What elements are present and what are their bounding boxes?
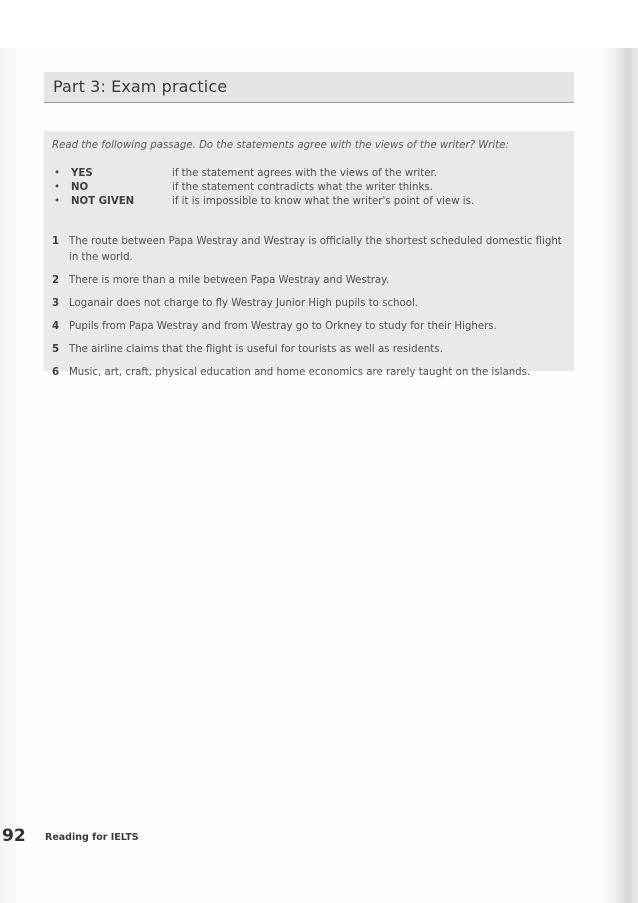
option-term: NOT GIVEN xyxy=(71,196,135,207)
page-number: 92 xyxy=(2,826,26,846)
statement-text: Music, art, craft, physical education and home economics are rarely taught on the islands. xyxy=(69,367,531,378)
statement-item xyxy=(52,234,564,266)
section-title: Part 3: Exam practice xyxy=(53,77,228,96)
statement-item xyxy=(52,342,564,358)
option-meaning: if the statement agrees with the views of the writer. xyxy=(172,168,437,179)
running-title: Reading for IELTS xyxy=(45,832,139,843)
statement-number: 5 xyxy=(52,344,60,355)
bullet-icon: • xyxy=(54,196,61,207)
option-meaning: if the statement contradicts what the writer thinks. xyxy=(172,182,433,193)
bullet-icon: • xyxy=(54,182,61,193)
option-term: YES xyxy=(71,168,93,179)
statement-text: The route between Papa Westray and Westray is officially the shortest scheduled domestic flight in the world. xyxy=(69,236,562,263)
bullet-icon: • xyxy=(54,168,61,179)
section-header xyxy=(44,72,574,103)
option-meaning: if it is impossible to know what the writer's point of view is. xyxy=(172,196,475,207)
option-term: NO xyxy=(71,182,89,193)
statement-number: 6 xyxy=(52,367,60,378)
statement-text: The airline claims that the flight is useful for tourists as well as residents. xyxy=(69,344,443,355)
statement-text: There is more than a mile between Papa Westray and Westray. xyxy=(69,275,389,286)
statements-list xyxy=(52,234,564,388)
exercise-box xyxy=(44,131,574,378)
statement-item xyxy=(52,273,564,289)
scan-shadow-left xyxy=(0,48,16,903)
statement-text: Pupils from Papa Westray and from Westray go to Orkney to study for their Highers. xyxy=(69,321,497,332)
statement-number: 3 xyxy=(52,298,60,309)
statement-item xyxy=(52,365,564,381)
statement-item xyxy=(52,296,564,312)
exercise-instruction: Read the following passage. Do the statements agree with the views of the writer? Write: xyxy=(52,140,509,151)
statement-number: 2 xyxy=(52,275,60,286)
scan-shadow-right xyxy=(598,48,638,903)
statement-number: 1 xyxy=(52,236,60,247)
statement-text: Loganair does not charge to fly Westray Junior High pupils to school. xyxy=(69,298,419,309)
statement-item xyxy=(52,319,564,335)
statement-number: 4 xyxy=(52,321,60,332)
